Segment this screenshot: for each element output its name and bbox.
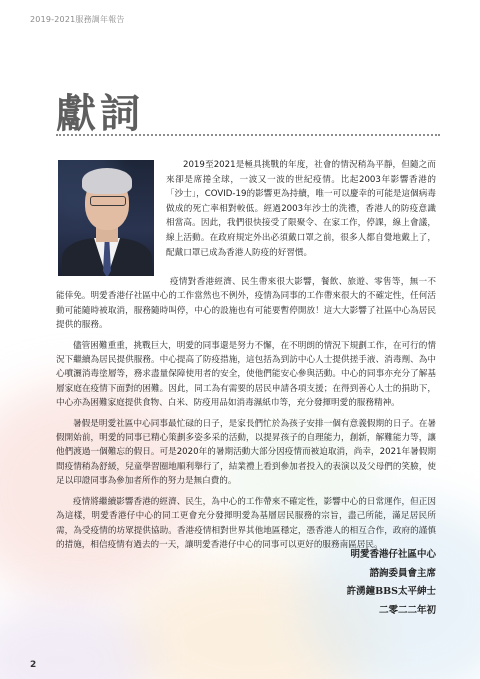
- body-text: [56, 275, 436, 558]
- running-header: 2019-2021服務調年報告: [30, 15, 125, 24]
- intro-paragraph: 2019至2021是極具挑戰的年度，社會的情況稍為平靜，但隨之而來卻是席捲全球，一波又一波的世紀疫情。比起2003年影響香港的「沙士」，COVID-19的影響更為持續，唯一可以慶幸的可能是這個病毒做成的死亡率相對較低。經過2003年沙士的洗禮，香港人的防疫意識相當高。因此，我們很快接受了限聚令、在家工作，停課，線上會議，線上活動。在政府規定外出必須戴口罩之前，很多人都自覺地戴上了，配戴口罩已成為香港人防疫的好習慣。: [166, 160, 436, 258]
- body-paragraph: 疫情對香港經濟、民生帶來很大影響，餐飲、旅遊、零售等，無一不能倖免。明愛香港仔社區中心的工作當然也不例外，疫情為同事的工作帶來很大的不確定性，任何活動可能隨時被取消，服務隨時叫停，中心的設施也有可能要暫停開放！這大大影響了社區中心為居民提供的服務。: [56, 277, 436, 331]
- body-paragraph: 儘管困難重重，挑戰巨大，明愛的同事還是努力不懈，在不明朗的情況下規劃工作，在可行的情況下繼續為居民提供服務。中心提高了防疫措施，這包括為到訪中心人士提供搓手液、消毒劑、為中心噴灑消毒塗層等，務求盡量保障使用者的安全，使他們能安心參與活動。中心的同事亦充分了解基層家庭在疫情下面對的困難。因此，同工為有需要的居民申請各項支援；在得到善心人士的捐助下，中心亦為困難家庭提供食物、白米、防疫用品如消毒濕紙巾等，充分發揮明愛的服務精神。: [56, 340, 436, 409]
- body-paragraph: 疫情將繼續影響香港的經濟、民生，為中心的工作帶來不確定性，影響中心的日常運作，但正因為這樣，明愛香港仔中心的同工更會充分發揮明愛為基層居民服務的宗旨，盡己所能，滿足居民所需，為受疫情的坊眾提供協助。香港疫情相對世界其他地區穩定，憑香港人的相互合作，政府的謹慎的措施，相信疫情有過去的一天，讓明愛香港仔中心的同事可以更好的服務南區居民。: [56, 496, 436, 550]
- signature-block: [347, 546, 436, 620]
- signature-name: 許湧鐘BBS太平紳士: [346, 586, 436, 597]
- signature-organization: 明愛香港仔社區中心: [350, 549, 436, 560]
- signature-title: 諮詢委員會主席: [369, 567, 436, 579]
- chairman-portrait: [58, 160, 154, 276]
- page-title: 獻詞: [56, 90, 144, 137]
- dotted-divider: [56, 134, 440, 136]
- signature-date: 二零二二年初: [378, 604, 436, 616]
- body-paragraph: 暑假是明愛社區中心同事最忙碌的日子，是家長們忙於為孩子安排一個有意義假期的日子。在暑假開始前，明愛的同事已精心策劃多姿多采的活動，以提昇孩子的自理能力，創新，解難能力等，讓他們渡過一個難忘的假日。可是2020年的暑期活動大部分因疫情而被迫取消，尚幸，2021年暑假期間疫情稍為舒緩，兒童學習圈地順利舉行了，結業禮上看到參加者投入的表演以及父母們的笑臉，使足以印證同事為參加者所作的努力是無白費的。: [56, 418, 436, 487]
- page-number: 2: [30, 660, 37, 670]
